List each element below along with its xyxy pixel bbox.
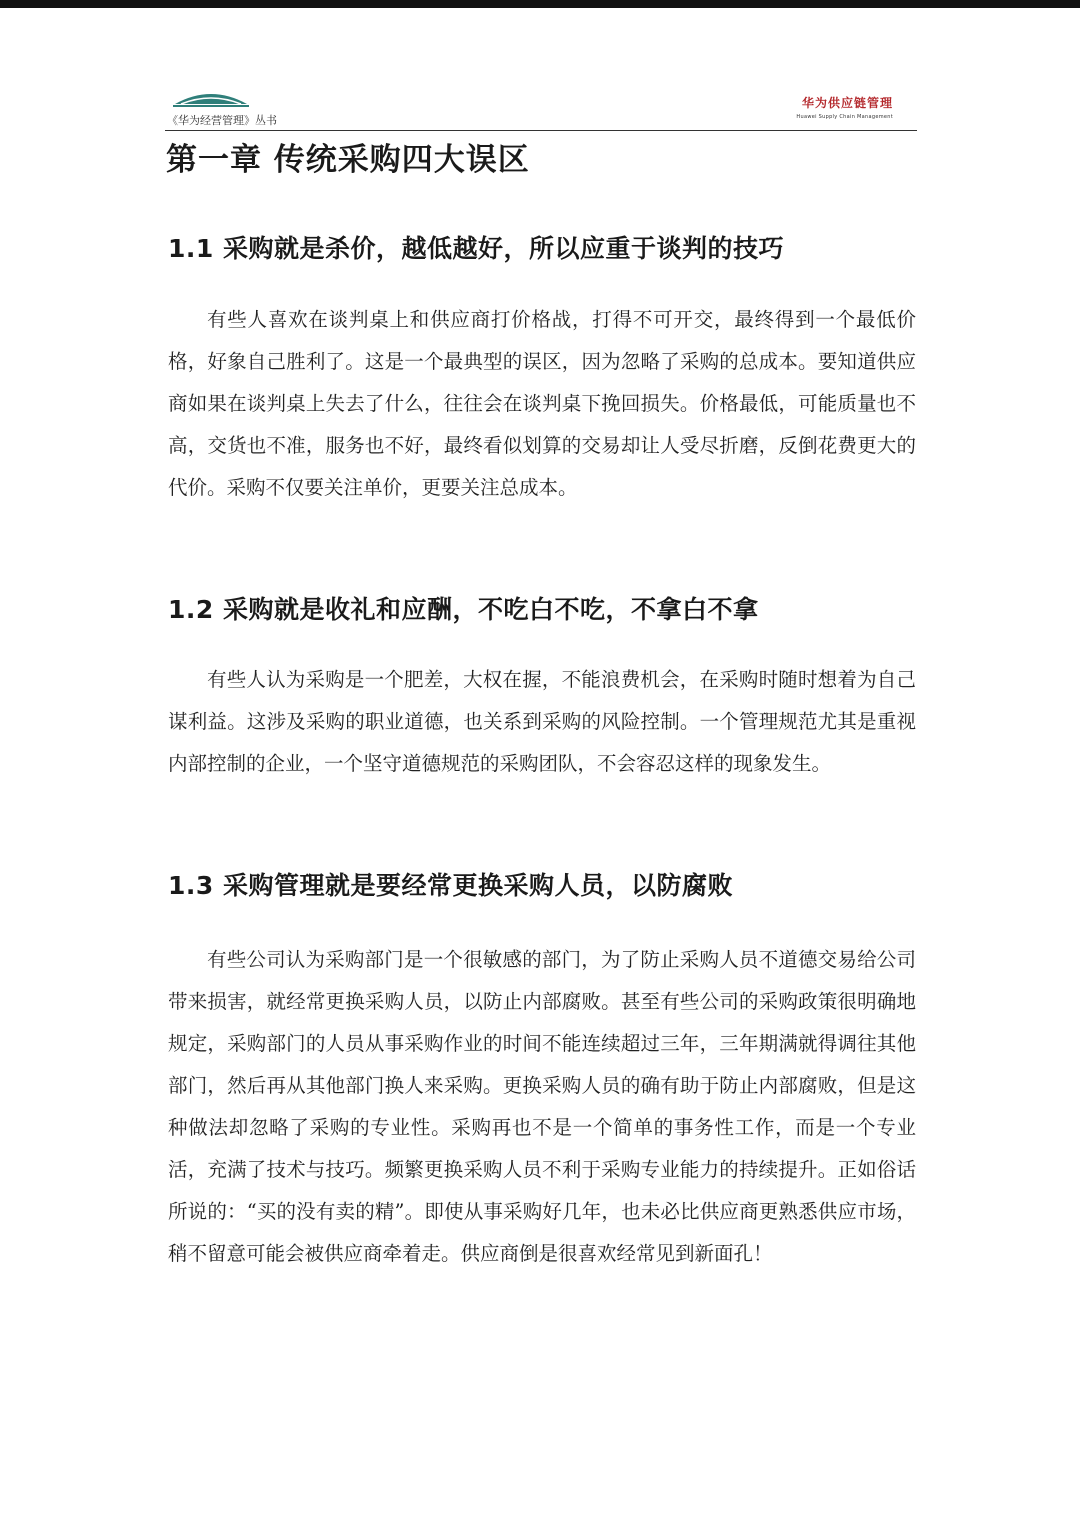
section-heading-1-1: 1.1 采购就是杀价，越低越好，所以应重于谈判的技巧 (168, 234, 784, 263)
section-heading-1-3: 1.3 采购管理就是要经常更换采购人员，以防腐败 (168, 871, 733, 900)
top-edge-bar (0, 0, 1080, 8)
section-heading-1-2: 1.2 采购就是收礼和应酬，不吃白不吃，不拿白不拿 (168, 595, 759, 624)
chapter-title: 第一章 传统采购四大误区 (166, 142, 530, 178)
page-header (165, 86, 917, 131)
series-name: 《华为经营管理》丛书 (167, 114, 277, 127)
section-paragraph-1-3: 有些公司认为采购部门是一个很敏感的部门，为了防止采购人员不道德交易给公司带来损害，就经常更换采购人员，以防止内部腐败。甚至有些公司的采购政策很明确地规定，采购部门的人员从事采购作业的时间不能连续超过三年，三年期满就得调往其他部门，然后再从其他部门换人来采购。更换采购人员的确有助于防止内部腐败，但是这种做法却忽略了采购的专业性。采购再也不是一个简单的事务性工作，而是一个专业活，充满了技术与技巧。频繁更换采购人员不利于采购专业能力的持续提升。正如俗话所说的：“买的没有卖的精”。即使从事采购好几年，也未必比供应商更熟悉供应市场，稍不留意可能会被供应商牵着走。供应商倒是很喜欢经常见到新面孔！ (168, 948, 916, 1265)
brand-subtitle: Huawei Supply Chain Management (796, 114, 893, 120)
series-logo-icon (171, 86, 251, 108)
section-paragraph-1-2: 有些人认为采购是一个肥差，大权在握，不能浪费机会，在采购时随时想着为自己谋利益。这涉及采购的职业道德，也关系到采购的风险控制。一个管理规范尤其是重视内部控制的企业，一个坚守道德规范的采购团队，不会容忍这样的现象发生。 (168, 668, 916, 775)
brand-title: 华为供应链管理 (801, 96, 893, 110)
brand-block (796, 94, 893, 120)
section-paragraph-1-1: 有些人喜欢在谈判桌上和供应商打价格战，打得不可开交，最终得到一个最低价格，好象自己胜利了。这是一个最典型的误区，因为忽略了采购的总成本。要知道供应商如果在谈判桌上失去了什么，往往会在谈判桌下挽回损失。价格最低，可能质量也不高，交货也不准，服务也不好，最终看似划算的交易却让人受尽折磨，反倒花费更大的代价。采购不仅要关注单价，更要关注总成本。 (168, 308, 916, 499)
